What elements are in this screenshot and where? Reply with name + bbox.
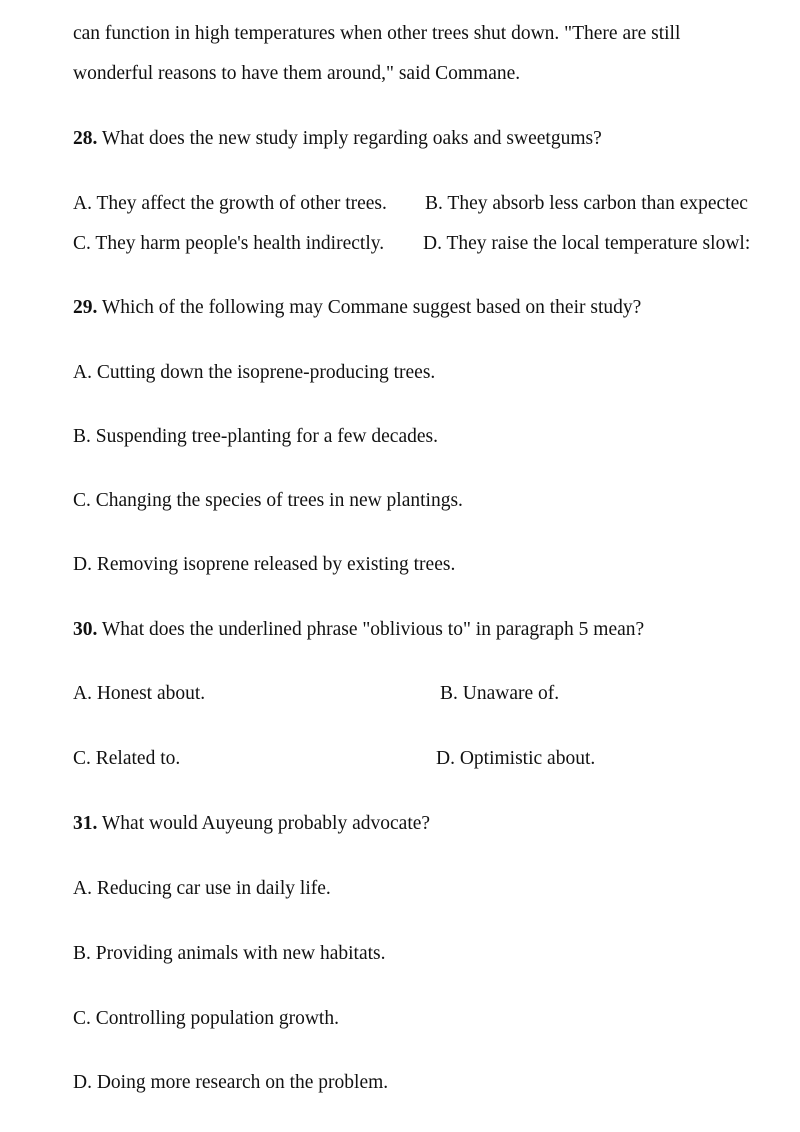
option-30-b: B. Unaware of. — [440, 683, 560, 704]
question-number: 28. — [73, 128, 98, 149]
option-31-c: C. Controlling population growth. — [73, 1008, 339, 1029]
option-29-d: D. Removing isoprene released by existing trees. — [73, 554, 456, 575]
option-29-a: A. Cutting down the isoprene-producing trees. — [73, 362, 436, 383]
passage-line: can function in high temperatures when other trees shut down. "There are still — [73, 23, 681, 44]
option-29-b: B. Suspending tree-planting for a few decades. — [73, 426, 438, 447]
option-31-b: B. Providing animals with new habitats. — [73, 943, 386, 964]
question-30-stem — [73, 618, 644, 642]
question-text: Which of the following may Commane suggest based on their study? — [97, 297, 642, 318]
question-31-stem — [73, 812, 430, 836]
question-number: 31. — [73, 813, 98, 834]
option-31-a: A. Reducing car use in daily life. — [73, 878, 331, 899]
question-text: What does the underlined phrase "oblivious to" in paragraph 5 mean? — [97, 619, 645, 640]
question-28-stem — [73, 127, 602, 151]
option-29-c: C. Changing the species of trees in new plantings. — [73, 490, 463, 511]
question-text: What does the new study imply regarding oaks and sweetgums? — [97, 128, 602, 149]
question-29-stem — [73, 296, 641, 320]
option-28-a: A. They affect the growth of other trees. — [73, 193, 387, 214]
option-28-c: C. They harm people's health indirectly. — [73, 233, 385, 254]
question-number: 30. — [73, 619, 98, 640]
question-number: 29. — [73, 297, 98, 318]
option-30-d: D. Optimistic about. — [436, 748, 596, 769]
option-28-b: B. They absorb less carbon than expectec — [425, 193, 748, 214]
option-31-d: D. Doing more research on the problem. — [73, 1072, 389, 1093]
option-30-a: A. Honest about. — [73, 683, 206, 704]
option-28-d: D. They raise the local temperature slowl: — [423, 233, 751, 254]
option-30-c: C. Related to. — [73, 748, 181, 769]
question-text: What would Auyeung probably advocate? — [97, 813, 431, 834]
passage-line: wonderful reasons to have them around," said Commane. — [73, 63, 521, 84]
